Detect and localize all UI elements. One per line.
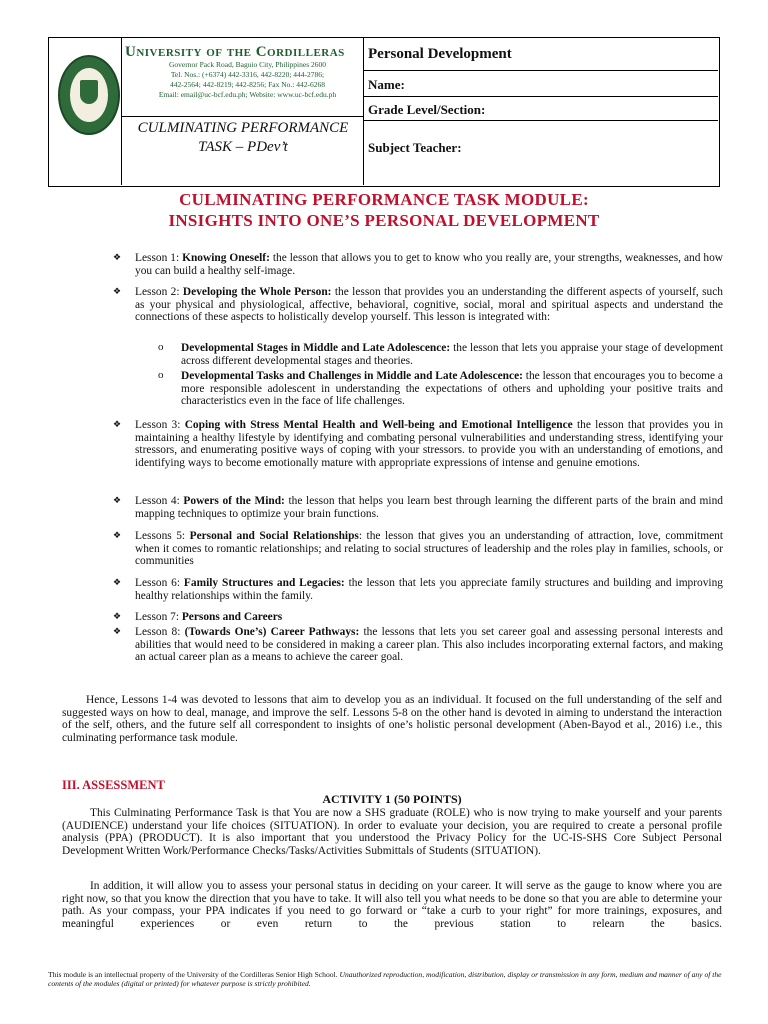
header-divider-logo-bottom (121, 116, 363, 117)
circle-bullet-icon: o (158, 369, 164, 381)
seal-shield-icon (80, 80, 98, 104)
diamond-bullet-icon: ❖ (113, 253, 122, 263)
diamond-bullet-icon: ❖ (113, 496, 122, 506)
activity-paragraph-2: In addition, it will allow you to assess your personal status in deciding on your career. It will serve as the gauge to know where you are right now, so that you know the direction that you have to take. It will also tell you what needs to be done so that you are able to determine your path. As your compass, your PPA indicates if you need to go forward or “take a curb to your right” for more trainings, exposures, and meaningful experiences or even return to the previous station to relearn the basics. (62, 880, 722, 930)
diamond-bullet-icon: ❖ (113, 578, 122, 588)
diamond-bullet-icon: ❖ (113, 531, 122, 541)
task-title: CULMINATING PERFORMANCE TASK – PDev’t (137, 120, 349, 155)
diamond-bullet-icon: ❖ (113, 612, 122, 622)
list-item-lesson-4: ❖ Lesson 4: Powers of the Mind: the lesson that helps you learn best through learning the different parts of the brain and mind mapping techniques to optimize your brain functions. (113, 495, 723, 520)
module-title-line-2: INSIGHTS INTO ONE’S PERSONAL DEVELOPMENT (168, 211, 600, 230)
header-row-line-3 (363, 120, 718, 121)
summary-paragraph: Hence, Lessons 1-4 was devoted to lessons that aim to develop you as an individual. It focused on the full understanding of the self and suggested ways on how to deal, manage, and improve the self. Lessons 5-8 on the other hand is devoted in aiming to understand the interaction of the self, others, and the future self all correspondent to insights of one’s holistic personal development (Aben-Bayod et al., 2016) i.e., this culminating performance task module. (62, 694, 722, 744)
email-line: Email: email@uc-bcf.edu.ph; Website: www.uc-bcf.edu.ph (158, 90, 337, 99)
list-item-sub-tasks: o Developmental Tasks and Challenges in Middle and Late Adolescence: the lesson that encourages you to become a more responsible adolescent in understanding the expectations of others and upholding your positive traits and characteristics even in the face of life challenges. (158, 369, 723, 408)
list-item-lesson-1: ❖ Lesson 1: Knowing Oneself: the lesson that allows you to get to know who you really are, your strengths, weaknesses, and how you can build a healthy self-image. (113, 252, 723, 277)
list-item-lesson-8: ❖ Lesson 8: (Towards One’s) Career Pathways: the lessons that lets you set career goal and assessing personal interests and abilities that would need to be considered in making a career plan. This also includes incorporating external factors, and making an actual career plan as a means to achieve the career goal. (113, 626, 723, 664)
subject-teacher-label: Subject Teacher: (368, 140, 462, 155)
list-item-sub-stages: o Developmental Stages in Middle and Late Adolescence: the lesson that lets you appraise your stage of development across different developmental stages and theories. (158, 341, 723, 367)
activity-paragraph-1: This Culminating Performance Task is that You are now a SHS graduate (ROLE) who is now trying to make yourself and your parents (AUDIENCE) understand your life choices (SITUATION). In order to evaluate your decision, you are required to create a personal profile analysis (PPA) (PRODUCT). It is also important that you understood the Privacy Policy for the UC-IS-SHS Core Subject Personal Development Written Work/Performance Checks/Tasks/Activities Submittals of Students (SITUATION). (62, 807, 722, 857)
diamond-bullet-icon: ❖ (113, 287, 122, 297)
header-row-line-1 (363, 70, 718, 71)
header-divider-left (121, 37, 122, 185)
diamond-bullet-icon: ❖ (113, 627, 122, 637)
diamond-bullet-icon: ❖ (113, 420, 122, 430)
header-row-line-2 (363, 96, 718, 97)
list-item-lesson-7: ❖ Lesson 7: Persons and Careers (113, 611, 283, 623)
circle-bullet-icon: o (158, 341, 164, 353)
university-name: University of the Cordilleras (125, 44, 345, 60)
footer-notice: This module is an intellectual property of the University of the Cordilleras Senior High School. Unauthorized reproduction, modification, distribution, display or transmission in any form, medium and manner of any of the contents of the modules (digital or printed) for whatever purpose is strictly prohibited. (48, 970, 722, 988)
phone-line: Tel. Nos.: (+6374) 442-3316, 442-8220; 444-2786; (170, 70, 325, 79)
activity-heading: ACTIVITY 1 (50 POINTS) (322, 792, 462, 806)
name-field-label: Name: (368, 77, 405, 92)
address-line: Governor Pack Road, Baguio City, Philippines 2600 (168, 60, 326, 69)
list-item-lesson-5: ❖ Lessons 5: Personal and Social Relationships: the lesson that gives you an understanding of attraction, love, commitment when it comes to romantic relationships; and relating to social structures of leadership and the roles play in families, schools, or communities (113, 530, 724, 568)
list-item-lesson-3: ❖ Lesson 3: Coping with Stress Mental Health and Well-being and Emotional Intelligence the lesson that provides you in maintaining a healthy lifestyle by identifying and combating personal vulnerabilities and understanding stress, identifying your stressors, and enumerating positive ways of coping with your stressors. to provide you with an understanding of emotions, and identifying ways to become emotionally mature with appropriate expressions of intense and genuine emotions. (113, 419, 724, 469)
list-item-lesson-6: ❖ Lesson 6: Family Structures and Legacies: the lesson that lets you appreciate family structures and building and improving healthy relationships within the family. (113, 577, 723, 602)
fax-line: 442-2564; 442-8219; 442-8256; Fax No.: 442-6268 (170, 80, 325, 89)
subject-title: Personal Development (368, 46, 512, 62)
grade-section-label: Grade Level/Section: (368, 102, 486, 117)
university-contact-block (130, 60, 365, 100)
list-item-lesson-2: ❖ Lesson 2: Developing the Whole Person: the lesson that provides you an understanding the different aspects of yourself, such as your physical and physiological, affective, behavioral, cognitive, social, moral and spiritual aspects and understand the connections of these aspects to holistically develop yourself. This lesson is integrated with: (113, 286, 723, 324)
module-title-line-1: CULMINATING PERFORMANCE TASK MODULE: (179, 190, 589, 209)
assessment-heading: III. ASSESSMENT (62, 778, 165, 792)
